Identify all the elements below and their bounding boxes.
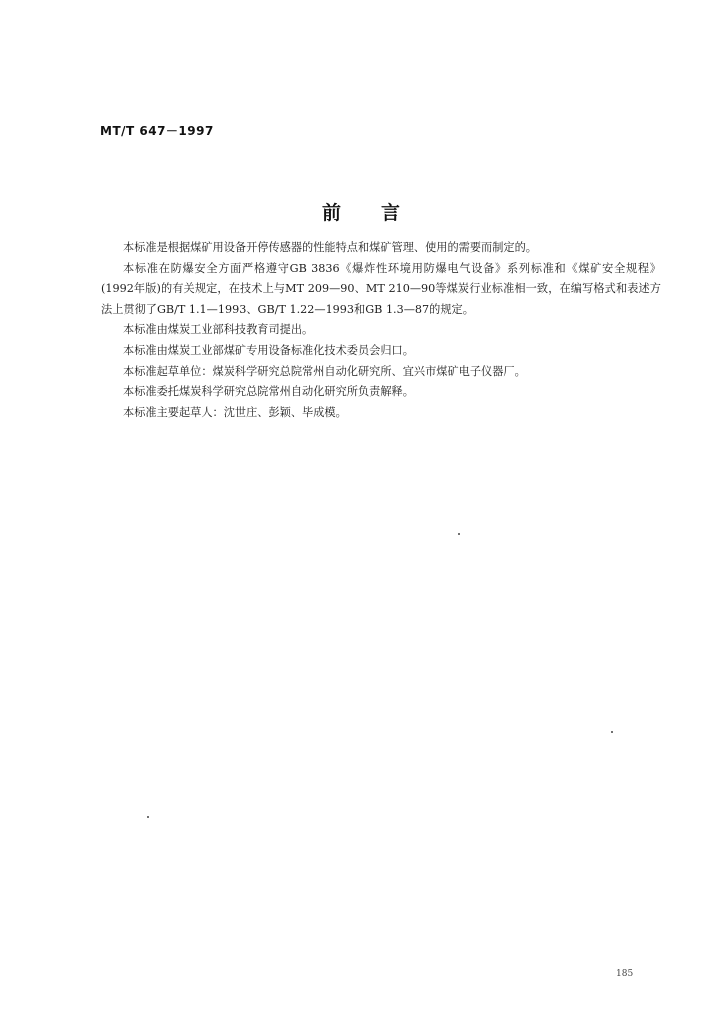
paragraph: 本标准起草单位：煤炭科学研究总院常州自动化研究所、宜兴市煤矿电子仪器厂。 xyxy=(123,364,526,378)
page-title: 前言 xyxy=(321,202,440,224)
scan-speck xyxy=(458,533,460,535)
foreword-body xyxy=(101,238,661,423)
paragraph: 本标准是根据煤矿用设备开停传感器的性能特点和煤矿管理、使用的需要而制定的。 xyxy=(123,241,537,254)
scan-speck xyxy=(147,816,149,818)
standard-code: MT/T 647－1997 xyxy=(100,124,214,138)
paragraph: 本标准在防爆安全方面严格遵守GB 3836《爆炸性环境用防爆电气设备》系列标准和《煤矿安全规程》(1992年版)的有关规定，在技术上与MT 209—90、MT 210—90等煤炭行业标准相一致，在编写格式和表述方法上贯彻了GB/T 1.1—1993、GB/T 1.22—1993和GB 1.3—87的规定。 xyxy=(101,261,661,316)
paragraph: 本标准由煤炭工业部科技教育司提出。 xyxy=(123,323,314,337)
paragraph: 本标准委托煤炭科学研究总院常州自动化研究所负责解释。 xyxy=(123,385,414,399)
page-number: 185 xyxy=(616,969,634,979)
paragraph: 本标准主要起草人：沈世庄、彭颖、毕成模。 xyxy=(123,405,347,419)
paragraph: 本标准由煤炭工业部煤矿专用设备标准化技术委员会归口。 xyxy=(123,343,414,357)
scan-speck xyxy=(611,731,613,733)
